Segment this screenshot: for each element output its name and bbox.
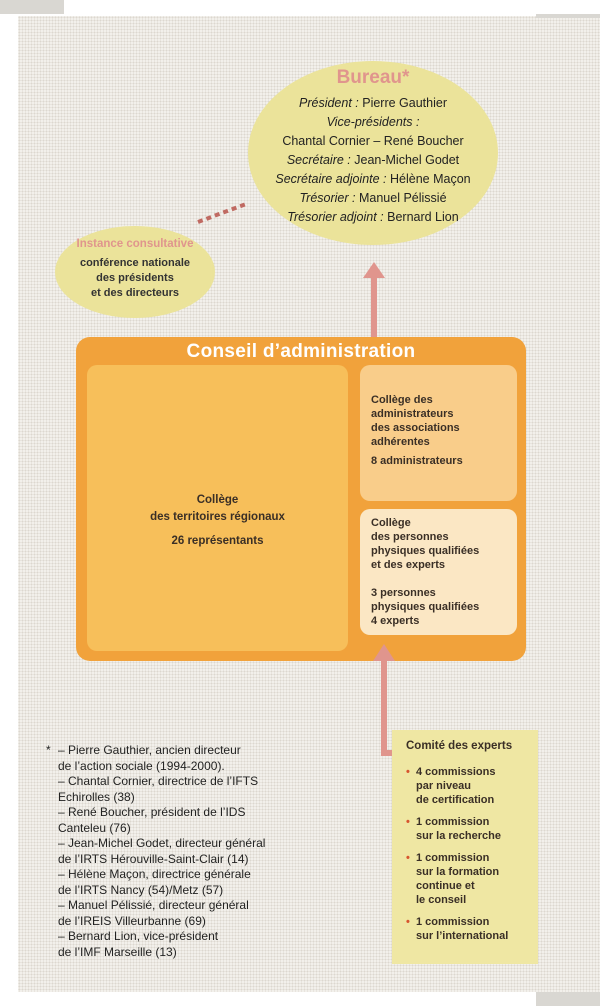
dashed-connector — [196, 202, 248, 224]
conseil-administration — [76, 337, 526, 661]
college-personnes-qualifiees — [360, 509, 517, 635]
list-item: • 4 commissions par niveau de certification — [406, 766, 496, 806]
college-regional-label: Collège des territoires régionaux — [150, 494, 285, 523]
arrow-conseil-to-bureau — [362, 262, 386, 340]
comite-list — [406, 765, 508, 951]
bureau-title: Bureau* — [336, 67, 410, 88]
corner-mark-top-right — [536, 14, 600, 18]
bullet-icon: • — [406, 816, 410, 828]
bullet-icon: • — [406, 852, 410, 864]
corner-mark-top-left — [0, 0, 64, 14]
instance-description: conférence nationale des présidents et des directeurs — [79, 257, 191, 299]
comite-title: Comité des experts — [406, 740, 513, 752]
corner-mark-bottom-right — [536, 992, 600, 1006]
college-personnes-label: Collège des personnes physiques qualifiées et des experts — [371, 517, 480, 571]
list-item: • 1 commission sur la formation continue et le conseil — [406, 852, 500, 906]
college-personnes-count: 3 personnes physiques qualifiées 4 experts — [371, 587, 480, 627]
bureau-secretaire-adjointe: Secrétaire adjointe : Hélène Maçon — [275, 172, 471, 186]
college-regional-count: 26 représentants — [171, 535, 264, 547]
bureau-vice-presidents-label: Vice-présidents : — [326, 115, 420, 129]
bureau-vice-presidents: Chantal Cornier – René Boucher — [282, 134, 464, 148]
college-territoires-regionaux — [87, 365, 348, 651]
footnote-marker: * — [46, 743, 51, 757]
bureau-president: Président : Pierre Gauthier — [299, 96, 447, 110]
bullet-icon: • — [406, 766, 410, 778]
bureau-tresorier-adjoint: Trésorier adjoint : Bernard Lion — [287, 210, 459, 224]
bureau-secretaire: Secrétaire : Jean-Michel Godet — [286, 153, 460, 167]
college-administrateurs — [360, 365, 517, 501]
college-administrateurs-count: 8 administrateurs — [371, 455, 463, 467]
instance-title: Instance consultative — [76, 238, 194, 250]
bullet-icon: • — [406, 916, 410, 928]
instance-consultative-ellipse — [55, 226, 215, 318]
list-item: • 1 commission sur la recherche — [406, 816, 501, 842]
list-item: • 1 commission sur l’international — [406, 916, 509, 942]
bureau-tresorier: Trésorier : Manuel Pélissié — [299, 191, 447, 205]
comite-des-experts — [392, 730, 538, 964]
college-administrateurs-label: Collège des administrateurs des associations adhérentes — [371, 394, 460, 448]
footnote-lines: – Pierre Gauthier, ancien directeur de l’action sociale (1994-2000). – Chantal Cornier, directrice de l’IFTS Echirolles (38) – René Boucher, président de l’IDS Canteleu (76) – Jean-Michel Godet, directeur général de l’IRTS Hérouville-Saint-Clair (14) – Hélène Maçon, directrice générale de l’IRTS Nancy (54)/Metz (57) – Manuel Pélissié, directeur général de l’IREIS Villeurbanne (69) – Bernard Lion, vice-président de l’IMF Marseille (13) — [58, 743, 266, 959]
bureau-ellipse — [248, 61, 498, 245]
conseil-title: Conseil d’administration — [186, 341, 416, 362]
